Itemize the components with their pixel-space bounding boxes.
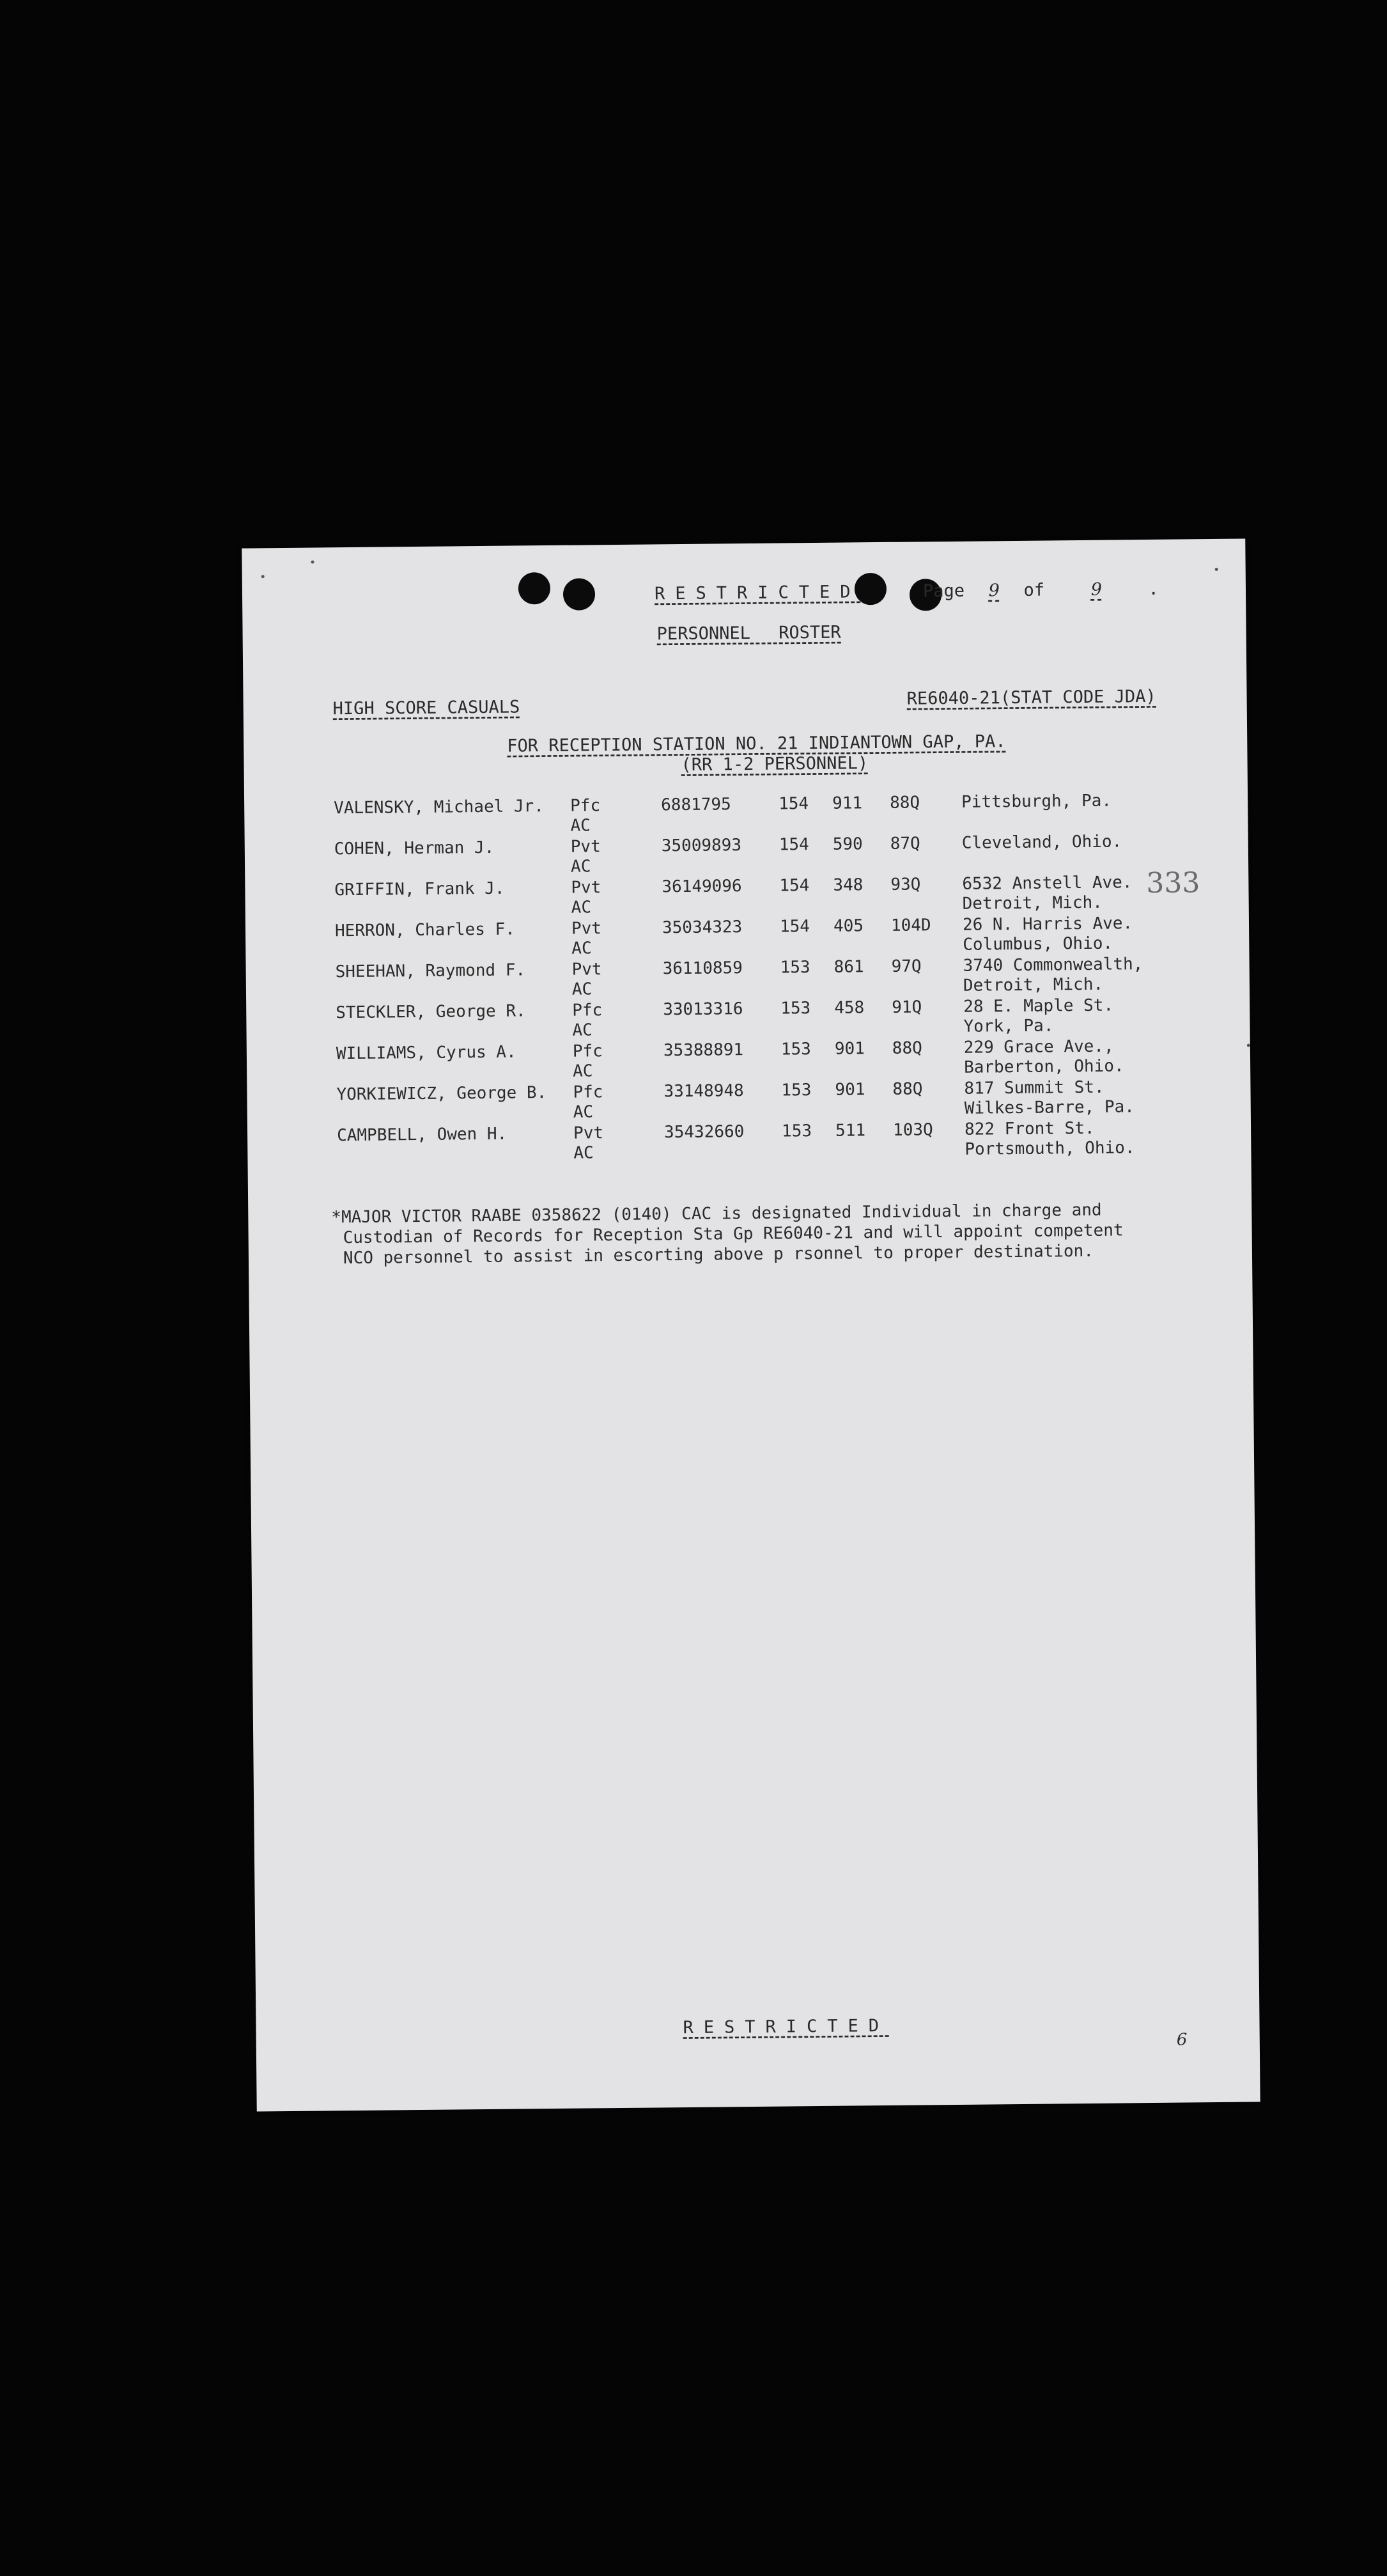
roster-grade: Pvt [573,1123,604,1143]
roster-branch: AC [573,1061,593,1081]
roster-code-2: 405 [833,916,864,936]
roster-serial: 33013316 [663,999,743,1020]
roster-branch: AC [573,1102,594,1122]
paper-speck [311,561,314,564]
roster-name: COHEN, Herman J. [334,838,495,859]
note-line: Custodian of Records for Reception Sta Gp RE6040-21 and will appoint competent [343,1221,1124,1248]
roster-address-line-2: Barberton, Ohio. [964,1056,1124,1077]
roster-address-line-1: 6532 Anstell Ave. [962,873,1133,894]
roster-address-line-2: Columbus, Ohio. [963,933,1113,955]
roster-serial: 35388891 [663,1040,744,1061]
roster-code-3: 88Q [890,793,920,813]
roster-title: PERSONNEL ROSTER [656,622,841,644]
roster-branch: AC [570,816,591,836]
roster-address-line-2: Detroit, Mich. [963,974,1104,995]
roster-code-2: 458 [834,998,865,1018]
table-row [247,1116,1251,1168]
high-score-casuals-heading: HIGH SCORE CASUALS [332,697,520,719]
page-total: 9 [1090,579,1103,600]
stamp-number: 333 [1146,866,1200,900]
roster-serial: 36149096 [662,877,742,897]
roster-code-3: 93Q [890,875,921,894]
roster-serial: 33148948 [663,1081,744,1102]
document-page [242,539,1260,2112]
roster-grade: Pvt [571,919,602,939]
roster-code-2: 590 [832,834,863,854]
of-label: of [1023,580,1045,600]
roster-address-line-2: York, Pa. [963,1016,1054,1036]
custodian-note [331,1199,1163,1268]
roster-grade: Pvt [570,837,601,857]
roster-table [244,790,1251,1196]
roster-address-line-2: Wilkes-Barre, Pa. [964,1097,1135,1118]
roster-address-line-1: 26 N. Harris Ave. [962,914,1133,935]
roster-code-1: 154 [779,917,810,937]
punch-hole [518,572,550,604]
roster-code-2: 911 [832,793,863,813]
paper-speck [261,575,265,578]
roster-grade: Pvt [571,878,601,898]
restricted-header: RESTRICTED [654,582,861,604]
roster-code-1: 154 [779,876,810,896]
roster-code-2: 901 [834,1039,865,1059]
restricted-footer: RESTRICTED [683,2015,890,2038]
roster-address-line-1: 229 Grace Ave., [963,1036,1114,1058]
roster-code-2: 901 [835,1080,865,1100]
roster-code-3: 91Q [892,997,922,1017]
roster-code-3: 104D [890,916,931,935]
punch-hole [563,578,595,610]
roster-address-line-1: 28 E. Maple St. [963,995,1114,1017]
roster-code-1: 153 [781,1081,812,1100]
roster-serial: 35009893 [661,836,742,856]
roster-code-3: 103Q [892,1120,933,1140]
page-label: Page [922,581,965,602]
note-line: NCO personnel to assist in escorting above p rsonnel to proper destination. [343,1241,1094,1268]
roster-code-3: 88Q [892,1038,922,1058]
personnel-subtitle: (RR 1-2 PERSONNEL) [681,753,869,776]
roster-serial: 35034323 [662,917,743,938]
roster-name: SHEEHAN, Raymond F. [335,960,526,982]
roster-code-3: 88Q [892,1079,923,1099]
roster-address-line-2: Detroit, Mich. [962,893,1103,914]
roster-code-2: 861 [833,957,864,977]
page-number: 9 [988,581,1000,601]
roster-code-1: 154 [779,794,809,814]
unit-code-heading: RE6040-21(STAT CODE JDA) [906,686,1156,709]
roster-branch: AC [571,980,593,999]
roster-branch: AC [570,857,591,877]
roster-name: WILLIAMS, Cyrus A. [336,1042,516,1064]
roster-name: GRIFFIN, Frank J. [334,878,505,900]
roster-code-1: 153 [780,999,811,1019]
station-line: FOR RECEPTION STATION NO. 21 INDIANTOWN GAP, PA. [507,731,1006,756]
roster-code-1: 153 [781,1121,812,1141]
roster-address-line-1: 817 Summit St. [964,1077,1104,1098]
roster-grade: Pvt [571,960,602,980]
roster-address-line-2: Portsmouth, Ohio. [965,1138,1135,1159]
note-line: *MAJOR VICTOR RAABE 0358622 (0140) CAC is designated Individual in charge and [331,1200,1102,1228]
roster-name: VALENSKY, Michael Jr. [334,797,545,818]
roster-grade: Pfc [572,1001,603,1020]
roster-code-3: 97Q [891,956,922,976]
roster-branch: AC [572,1020,593,1040]
roster-address-line-1: Cleveland, Ohio. [961,832,1122,853]
roster-serial: 36110859 [662,958,743,979]
roster-serial: 35432660 [663,1122,745,1143]
roster-branch: AC [571,898,592,917]
roster-grade: Pfc [573,1082,603,1102]
roster-grade: Pfc [570,796,601,816]
roster-code-2: 511 [835,1121,866,1141]
roster-code-2: 348 [833,875,864,895]
roster-branch: AC [571,939,592,958]
roster-address-line-1: 3740 Commonwealth, [963,955,1143,976]
corner-mark: 6 [1176,2030,1188,2050]
roster-name: YORKIEWICZ, George B. [336,1083,547,1105]
roster-address-line-1: 822 Front St. [964,1118,1095,1139]
roster-name: CAMPBELL, Owen H. [336,1124,508,1146]
roster-name: HERRON, Charles F. [334,919,515,941]
page-end-dot: . [1148,579,1159,599]
roster-serial: 6881795 [661,795,731,815]
roster-code-1: 153 [780,1040,811,1059]
roster-address-line-1: Pittsburgh, Pa. [961,791,1112,812]
roster-code-1: 153 [780,958,810,978]
roster-grade: Pfc [572,1042,603,1061]
paper-speck [1215,568,1218,571]
roster-name: STECKLER, George R. [336,1001,526,1023]
roster-code-3: 87Q [890,834,920,854]
page-indicator [923,579,1159,602]
roster-code-1: 154 [779,835,809,855]
roster-branch: AC [573,1143,594,1163]
